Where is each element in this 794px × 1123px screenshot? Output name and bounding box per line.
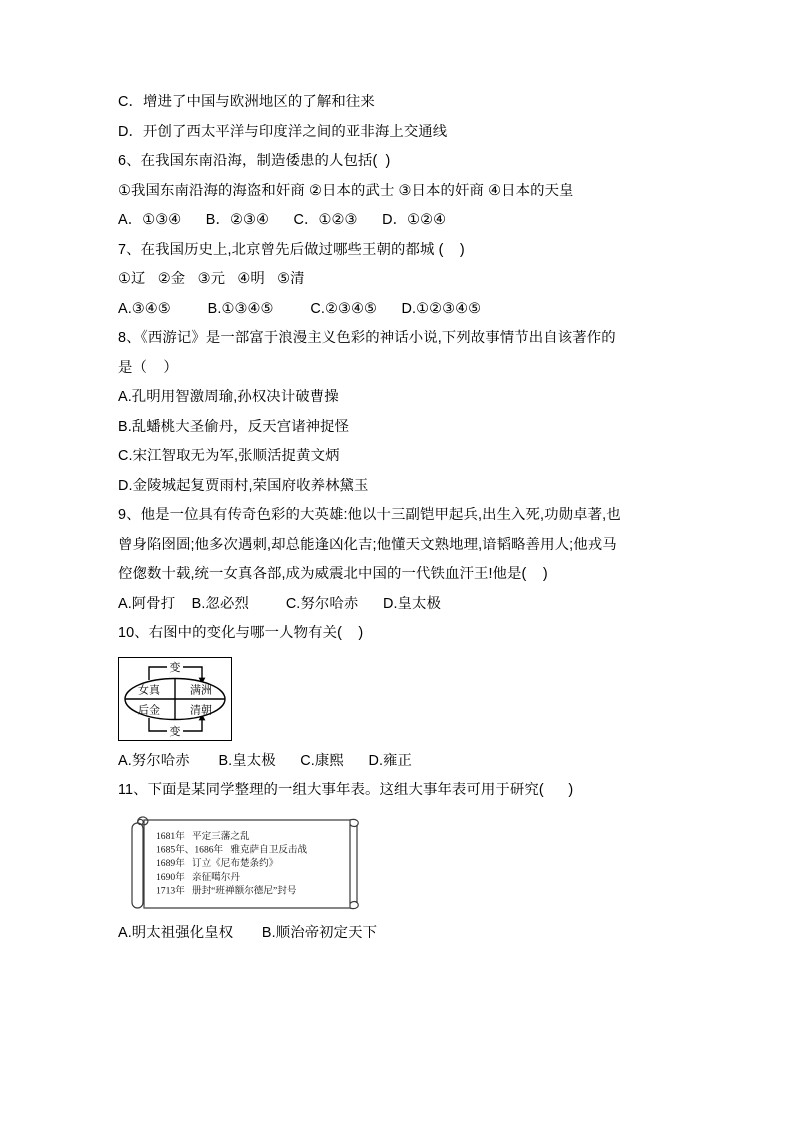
- question-stem-11: 11、下面是某同学整理的一组大事年表。这组大事年表可用于研究( ): [118, 782, 574, 798]
- question-stem-9-line3: 倥偬数十载,统一女真各部,成为威震北中国的一代铁血汗王!他是( ): [118, 566, 548, 582]
- page-content: [118, 88, 690, 948]
- q11-scroll-svg: [120, 813, 368, 917]
- question-stem-6: 6、在我国东南沿海，制造倭患的人包括( ): [118, 153, 391, 169]
- q10-diagram-svg: [119, 658, 231, 740]
- question-stem-10: 10、右图中的变化与哪一人物有关( ): [118, 625, 364, 641]
- scroll-line-4: 1690年 亲征噶尔丹: [156, 871, 240, 883]
- option-line-q8-d: D.金陵城起复贾雨村,荣国府收养林黛玉: [118, 477, 369, 494]
- quadrant-label-bottom-right: 清朝: [190, 704, 212, 716]
- question-11-figure-wrap: [118, 811, 690, 917]
- scroll-left-roller: [132, 823, 143, 908]
- scroll-line-1: 1681年 平定三藩之乱: [156, 830, 250, 842]
- question-stem-8-line1: 8、《西游记》是一部富于浪漫主义色彩的神话小说,下列故事情节出自该著作的: [118, 330, 616, 346]
- question-stem-8-line2: 是（ ）: [118, 359, 178, 376]
- scroll-line-5: 1713年 册封“班禅额尔德尼”封号: [156, 884, 297, 896]
- option-line-q8-c: C.宋江智取无为军,张顺活捉黄文炳: [118, 448, 340, 464]
- option-line-q11: A.明太祖强化皇权 B.顺治帝初定天下: [118, 924, 378, 941]
- quadrant-label-bottom-left: 后金: [138, 704, 160, 716]
- arrow-label-top: 变: [169, 661, 181, 674]
- question-stem-9-line1: 9、他是一位具有传奇色彩的大英雄:他以十三副铠甲起兵,出生入死,功勋卓著,也: [118, 507, 621, 523]
- option-line-q8-a: A.孔明用智激周瑜,孙权决计破曹操: [118, 389, 339, 405]
- question-10-figure-wrap: [118, 653, 690, 745]
- arrow-label-bottom: 变: [169, 725, 181, 738]
- q10-diagram: [118, 657, 232, 741]
- option-line-q9: A.阿骨打 B.忽必烈 C.努尔哈赤 D.皇太极: [118, 595, 442, 612]
- scroll-line-3: 1689年 订立《尼布楚条约》: [156, 857, 279, 869]
- option-line-q5-c: C．增进了中国与欧洲地区的了解和往来: [118, 94, 375, 110]
- option-line-q6: A．①③④ B．②③④ C．①②③ D．①②④: [118, 212, 447, 228]
- option-line-q5-d: D．开创了西太平洋与印度洋之间的亚非海上交通线: [118, 123, 448, 140]
- question-stem-7: 7、在我国历史上,北京曾先后做过哪些王朝的都城 ( ): [118, 241, 465, 258]
- question-stem-9-line2: 曾身陷囹圄;他多次遇刺,却总能逢凶化吉;他懂天文熟地理,谙韬略善用人;他戎马: [118, 536, 617, 553]
- option-line-q10: A.努尔哈赤 B.皇太极 C.康熙 D.雍正: [118, 752, 413, 769]
- option-line-q8-b: B.乱蟠桃大圣偷丹，反天宫诸神捉怪: [118, 418, 350, 435]
- option-line-q7: A.③④⑤ B.①③④⑤ C.②③④⑤ D.①②③④⑤: [118, 300, 482, 317]
- q11-scroll: [120, 813, 368, 917]
- question-items-6: ①我国东南沿海的海盗和奸商 ②日本的武士 ③日本的奸商 ④日本的天皇: [118, 182, 574, 199]
- quadrant-label-top-left: 女真: [138, 684, 160, 696]
- quadrant-label-top-right: 满洲: [190, 684, 212, 696]
- question-items-7: ①辽 ②金 ③元 ④明 ⑤清: [118, 271, 305, 287]
- scroll-line-2: 1685年、1686年 雅克萨自卫反击战: [156, 844, 308, 856]
